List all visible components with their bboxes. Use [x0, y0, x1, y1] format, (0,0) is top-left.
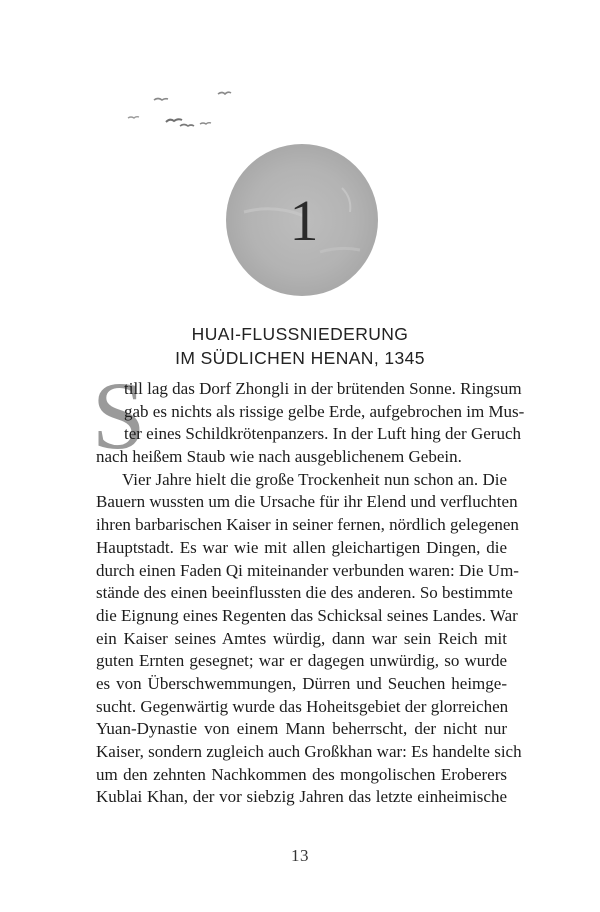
text-line: sucht. Gegenwärtig wurde das Hoheitsgebiet der glorreichen — [96, 696, 509, 716]
text-line: Hauptstadt. Es war wie mit allen gleichartigen Dingen, die — [96, 537, 507, 557]
page-number: 13 — [291, 846, 309, 865]
bird-icon — [166, 119, 182, 122]
text-line: gab es nichts als rissige gelbe Erde, aufgebrochen im Mus- — [124, 401, 525, 421]
text-line: Kublai Khan, der vor siebzig Jahren das letzte einheimische — [96, 787, 507, 807]
text-line: Yuan-Dynastie von einem Mann beherrscht, der nicht nur — [96, 719, 507, 739]
body-text — [96, 378, 525, 809]
text-line: um den zehnten Nachkommen des mongolischen Eroberers — [96, 764, 507, 784]
text-line: till lag das Dorf Zhongli in der brütenden Sonne. Ringsum — [124, 379, 522, 398]
text-line: ihren barbarischen Kaiser in seiner fernen, nördlich gelegenen — [96, 515, 519, 535]
chapter-heading — [0, 322, 600, 370]
bird-icon — [180, 125, 194, 127]
chapter-heading-line-1: HUAI-FLUSSNIEDERUNG — [191, 324, 409, 344]
text-line: ter eines Schildkrötenpanzers. In der Luft hing der Geruch — [124, 424, 521, 444]
text-line: durch einen Faden Qi miteinander verbunden waren: Die Um- — [96, 560, 519, 580]
chapter-heading-line-2: IM SÜDLICHEN HENAN, 1345 — [175, 348, 425, 368]
birds-illustration — [118, 88, 258, 148]
drop-cap: S — [92, 362, 146, 469]
bird-icon — [218, 92, 231, 94]
text-line: die Eignung eines Regenten das Schicksal seines Landes. War — [96, 605, 518, 625]
text-line: Kaiser, sondern zugleich auch Großkhan war: Es handelte sich — [96, 742, 522, 761]
bird-icon — [154, 99, 168, 101]
bird-icon — [128, 117, 139, 118]
chapter-number: 1 — [289, 187, 319, 253]
text-line: Bauern wussten um die Ursache für ihr Elend und verfluchten — [96, 492, 518, 512]
text-line: nach heißem Staub wie nach ausgeblichenem Gebein. — [96, 447, 462, 467]
text-line: ein Kaiser seines Amtes würdig, dann war sein Reich mit — [96, 628, 507, 648]
text-line: Vier Jahre hielt die große Trockenheit nun schon an. Die — [122, 469, 507, 489]
text-line: guten Ernten gesegnet; war er dagegen unwürdig, so wurde — [96, 651, 507, 671]
bird-icon — [200, 123, 211, 124]
text-line: es von Überschwemmungen, Dürren und Seuchen heimge- — [96, 673, 507, 693]
text-line: stände des einen beeinflussten die des anderen. So bestimmte — [96, 583, 513, 603]
